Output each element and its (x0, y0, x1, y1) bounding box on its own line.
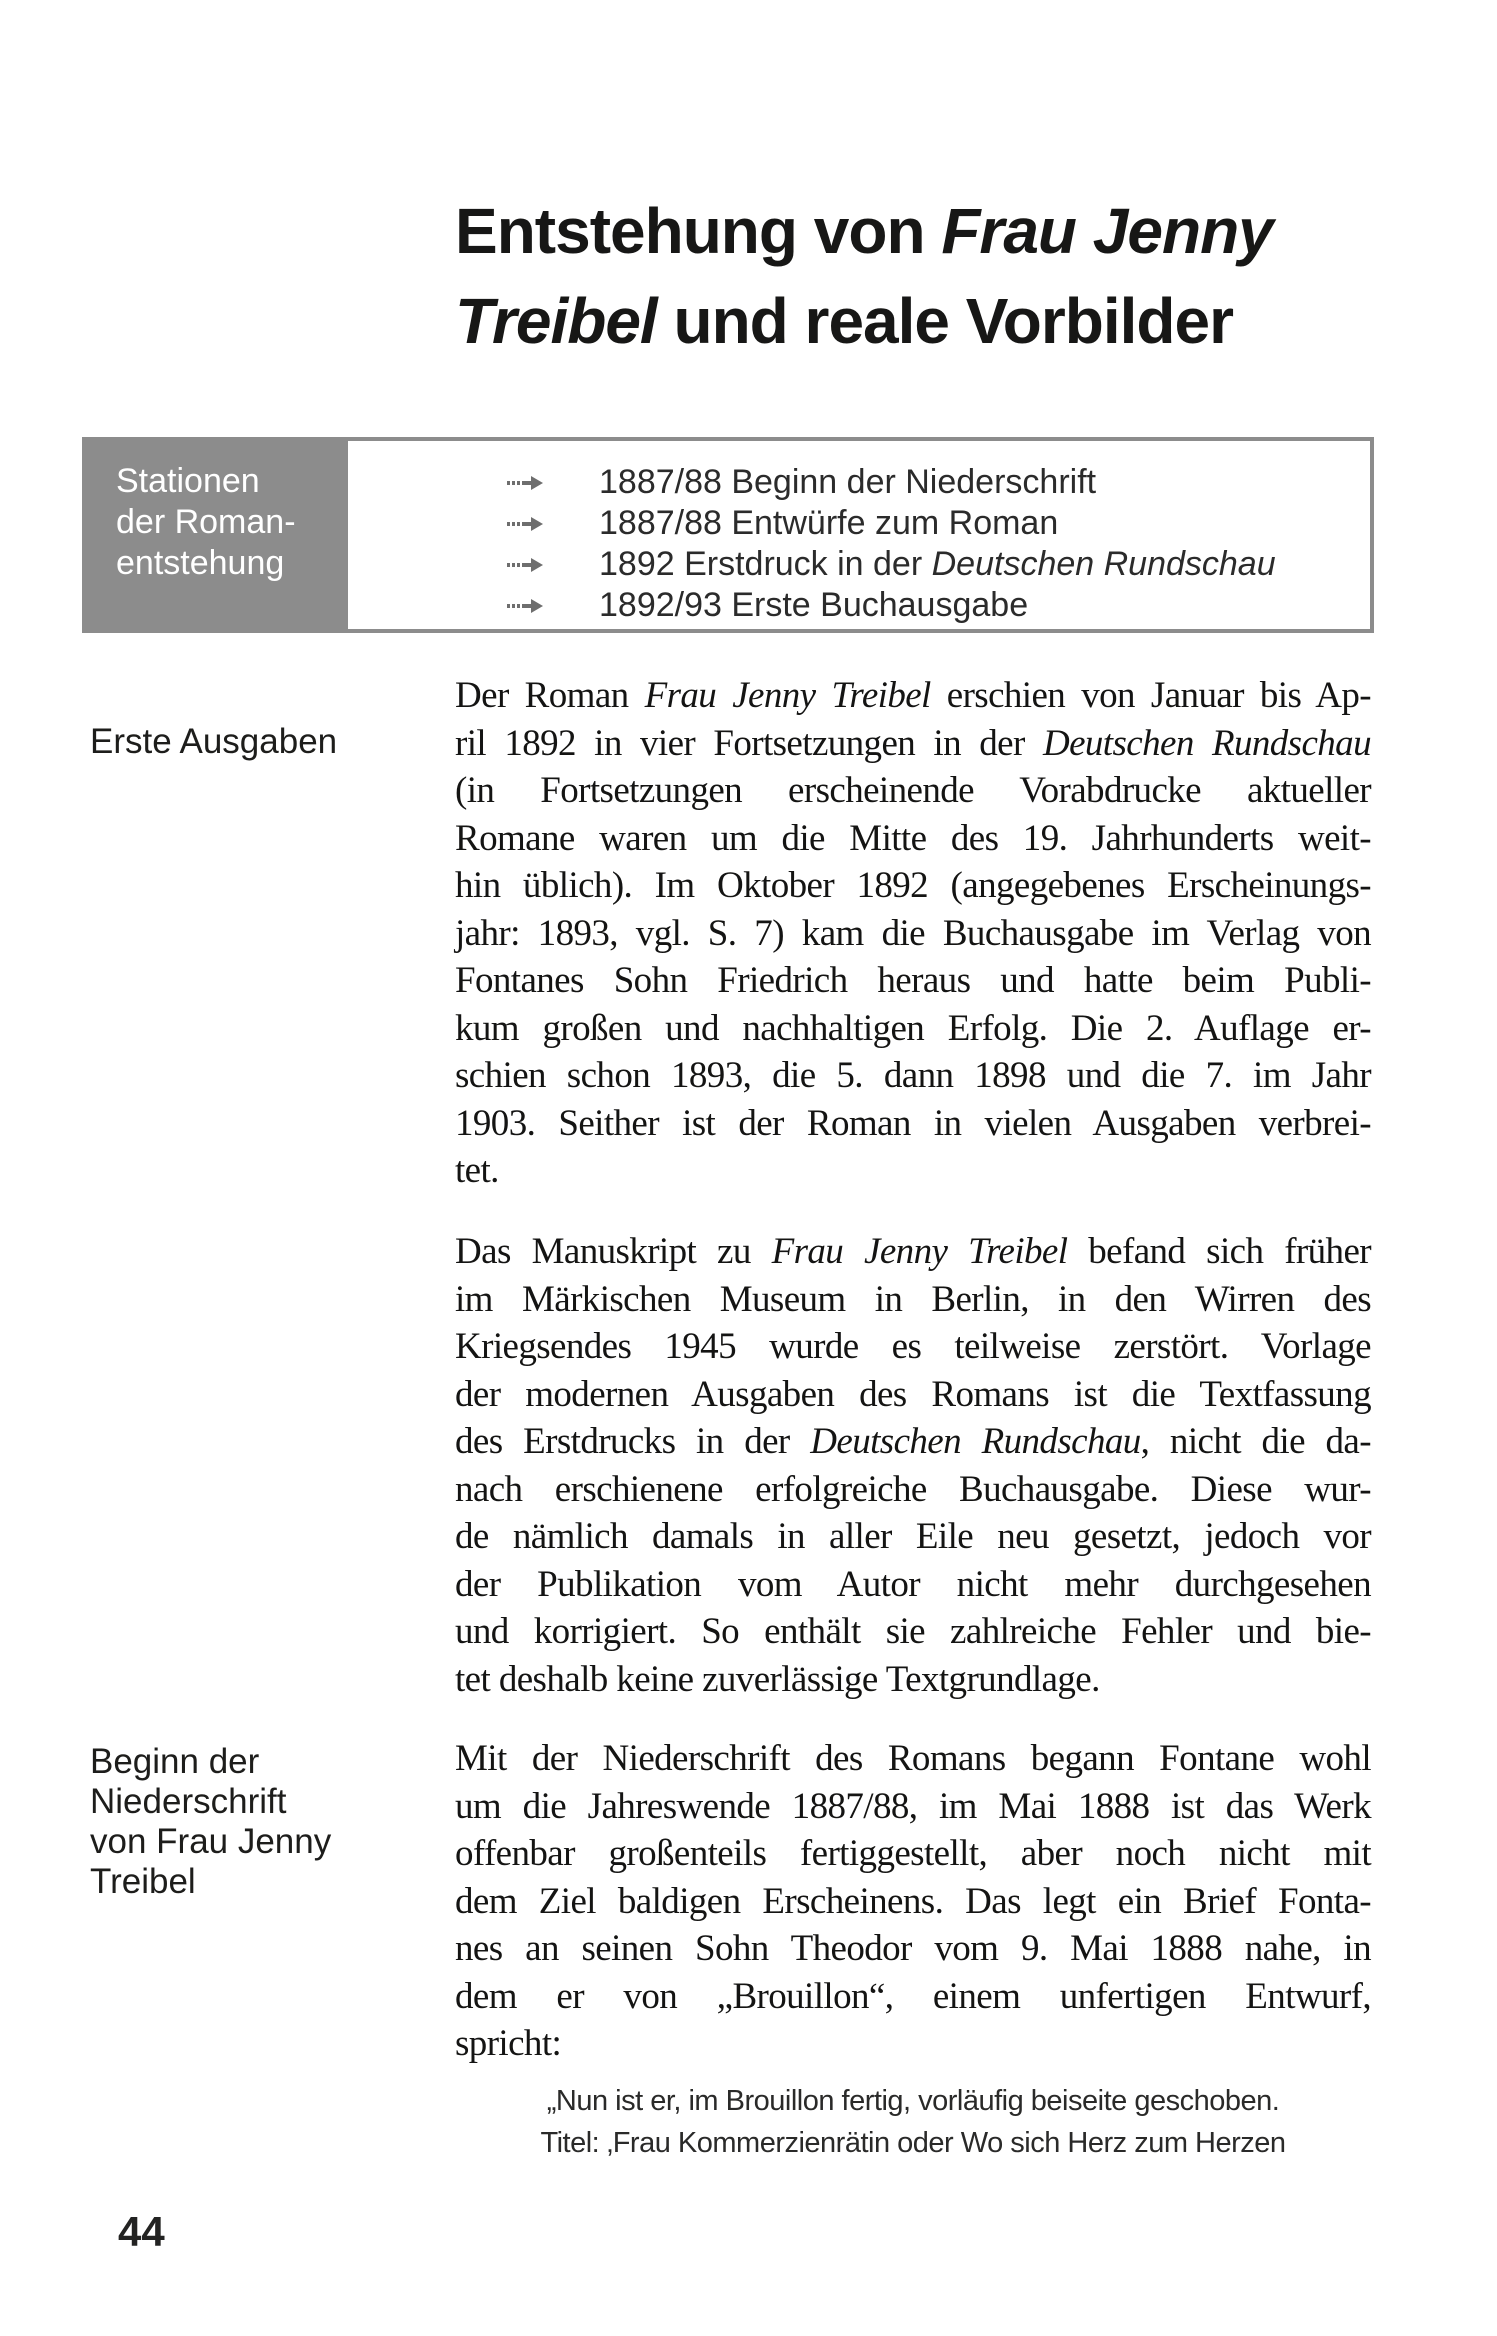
text-line (455, 1323, 1371, 1371)
text-line (455, 957, 1371, 1005)
stations-list-item (507, 544, 1370, 585)
stations-list-item (507, 503, 1370, 544)
text-line: Niederschrift (90, 1782, 287, 1821)
stations-list-item (507, 462, 1370, 503)
text-segment: Fontanes Sohn Friedrich heraus und hatte beim Publi- (455, 960, 1371, 1001)
text-segment: des Erstdrucks in der (455, 1421, 811, 1462)
text-line: Erste Ausgaben (90, 722, 338, 761)
text-segment: 1892/93 Erste Buchausgabe (599, 586, 1029, 624)
text-segment: offenbar großenteils fertiggestellt, aber noch nicht mit (455, 1833, 1371, 1874)
text-segment: dem er von „Brouillon“, einem unfertigen Entwurf, (455, 1975, 1371, 2017)
stations-item-text (599, 585, 1028, 626)
text-line: von Frau Jenny (90, 1822, 332, 1861)
text-line (455, 672, 1371, 720)
text-line (455, 1052, 1371, 1100)
text-line (455, 1005, 1371, 1053)
text-segment: 1892 Erstdruck in der (599, 545, 932, 583)
text-line (455, 1276, 1371, 1324)
text-segment: de nämlich damals in aller Eile neu gesetzt, jedoch vor (455, 1516, 1371, 1557)
margin-note-erste-ausgaben (90, 722, 420, 762)
stations-item-text (599, 462, 1096, 503)
text-segment: und korrigiert. So enthält sie zahlreiche Fehler und bie- (455, 1611, 1371, 1652)
text-segment: Entstehung von (455, 195, 942, 267)
text-segment: tet. (455, 1150, 499, 1191)
text-segment: erschien von Januar bis Ap- (930, 675, 1371, 716)
text-line (455, 720, 1371, 768)
text-segment: um die Jahreswende 1887/88, im Mai 1888 ist das Werk (455, 1785, 1371, 1827)
text-segment: Romane waren um die Mitte des 19. Jahrhunderts weit- (455, 817, 1371, 859)
text-segment: schien schon 1893, die 5. dann 1898 und die 7. im Jahr (455, 1055, 1371, 1096)
text-segment: nes an seinen Sohn Theodor vom 9. Mai 1888 nahe, in (455, 1928, 1371, 1969)
text-segment: tet deshalb keine zuverlässige Textgrundlage. (455, 1658, 1100, 1700)
text-segment: 1887/88 Beginn der Niederschrift (599, 463, 1097, 501)
text-line (455, 1656, 1371, 1704)
text-line (455, 1878, 1371, 1926)
text-segment: 1903. Seither ist der Roman in vielen Ausgaben verbrei- (455, 1102, 1371, 1144)
text-segment: hin üblich). Im Oktober 1892 (angegebenes Erscheinungs- (455, 865, 1371, 906)
text-line: entstehung (116, 544, 285, 582)
dashed-arrow-icon (507, 599, 543, 613)
text-segment: Deutschen Rundschau (1042, 722, 1371, 764)
text-segment: Deutschen Rundschau (810, 1421, 1141, 1462)
paragraph-erste-ausgaben (455, 672, 1371, 1195)
text-segment: Frau Jenny (941, 195, 1273, 267)
stations-item-text (599, 503, 1058, 544)
text-line: Stationen (116, 462, 260, 500)
stations-box-label (86, 441, 348, 629)
text-line: Beginn der (90, 1742, 260, 1781)
text-segment: und reale Vorbilder (656, 285, 1233, 357)
stations-list (348, 441, 1370, 629)
text-segment: jahr: 1893, vgl. S. 7) kam die Buchausgabe im Verlag von (455, 912, 1371, 954)
letter-quote (455, 2080, 1371, 2164)
page-number: 44 (118, 2208, 165, 2255)
text-segment: Mit der Niederschrift des Romans begann Fontane wohl (455, 1738, 1371, 1779)
text-segment: Frau Jenny Treibel (771, 1231, 1068, 1272)
text-segment: kum großen und nachhaltigen Erfolg. Die 2. Auflage er- (455, 1007, 1371, 1049)
text-segment: ril 1892 in vier Fortsetzungen in der (455, 722, 1043, 764)
text-segment: , nicht die da- (1140, 1421, 1371, 1462)
text-line (455, 1513, 1371, 1561)
text-segment: befand sich früher (1067, 1231, 1371, 1272)
text-segment: (in Fortsetzungen erscheinende Vorabdrucke aktueller (455, 770, 1371, 811)
text-segment: Kriegsendes 1945 wurde es teilweise zerstört. Vorlage (455, 1326, 1371, 1367)
text-line (455, 276, 1395, 366)
text-line (455, 1100, 1371, 1148)
text-segment: Treibel (455, 285, 657, 357)
paragraph-manuskript (455, 1228, 1371, 1703)
text-segment: der modernen Ausgaben des Romans ist die Textfassung (455, 1373, 1371, 1415)
text-line (455, 862, 1371, 910)
text-line (455, 1925, 1371, 1973)
text-line (455, 1228, 1371, 1276)
paragraph-beginn-niederschrift (455, 1735, 1371, 2068)
text-segment: dem Ziel baldigen Erscheinens. Das legt ein Brief Fonta- (455, 1880, 1371, 1922)
dashed-arrow-icon (507, 517, 543, 531)
text-line (455, 186, 1395, 276)
text-segment: 1887/88 Entwürfe zum Roman (599, 504, 1059, 542)
text-line (455, 2020, 1371, 2068)
text-segment: spricht: (455, 2023, 562, 2064)
text-line (455, 1147, 1371, 1195)
text-line: Titel: ‚Frau Kommerzienrätin oder Wo sich Herz zum Herzen (540, 2127, 1286, 2159)
page-title (455, 186, 1395, 366)
text-line (455, 1830, 1371, 1878)
text-line (455, 1735, 1371, 1783)
text-line: Treibel (90, 1862, 196, 1901)
text-segment: nach erschienene erfolgreiche Buchausgabe. Diese wur- (455, 1468, 1371, 1510)
text-line: „Nun ist er, im Brouillon fertig, vorläufig beiseite geschoben. (546, 2085, 1280, 2117)
text-line (455, 767, 1371, 815)
text-line (455, 1466, 1371, 1514)
text-segment: der Publikation vom Autor nicht mehr durchgesehen (455, 1563, 1371, 1605)
text-line (455, 910, 1371, 958)
text-line (455, 815, 1371, 863)
text-line (455, 1783, 1371, 1831)
text-line (455, 1418, 1371, 1466)
margin-note-beginn-der-niederschrift (90, 1742, 420, 1902)
text-line (455, 1561, 1371, 1609)
text-line: der Roman- (116, 503, 296, 541)
text-segment: im Märkischen Museum in Berlin, in den Wirren des (455, 1278, 1371, 1320)
text-line (455, 1371, 1371, 1419)
text-line (455, 1608, 1371, 1656)
text-segment: Deutschen Rundschau (931, 545, 1276, 583)
text-segment: Frau Jenny Treibel (644, 675, 931, 716)
stations-item-text (599, 544, 1276, 585)
dashed-arrow-icon (507, 476, 543, 490)
stations-box (82, 437, 1374, 633)
text-segment: Der Roman (455, 675, 645, 716)
stations-list-item (507, 585, 1370, 626)
text-line (455, 1973, 1371, 2021)
text-segment: Das Manuskript zu (455, 1231, 772, 1272)
dashed-arrow-icon (507, 558, 543, 572)
